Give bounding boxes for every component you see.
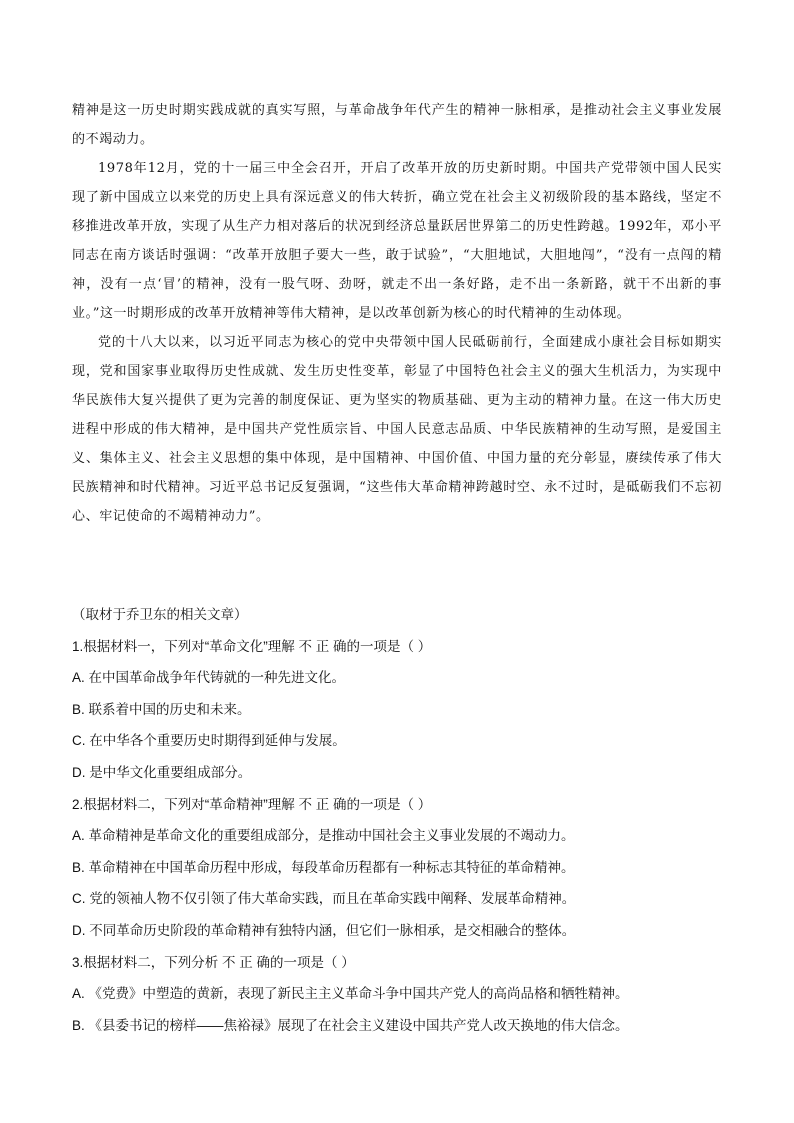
- source-note: （取材于乔卫东的相关文章）: [72, 607, 248, 622]
- answer-option[interactable]: B. 革命精神在中国革命历程中形成，每段革命历程都有一种标志其特征的革命精神。: [72, 859, 575, 875]
- answer-option[interactable]: A. 革命精神是革命文化的重要组成部分，是推动中国社会主义事业发展的不竭动力。: [72, 828, 575, 844]
- answer-option[interactable]: C. 在中华各个重要历史时期得到延伸与发展。: [72, 733, 346, 749]
- answer-option[interactable]: B. 联系着中国的历史和未来。: [72, 701, 251, 717]
- answer-option[interactable]: D. 是中华文化重要组成部分。: [72, 764, 252, 780]
- question-stem: 1.根据材料一，下列对“革命文化”理解 不 正 确的一项是（ ）: [72, 638, 432, 654]
- passage-paragraph: 党的十八大以来，以习近平同志为核心的党中央带领中国人民砥砺前行，全面建成小康社会目标如期实现，党和国家事业取得历史性成就、发生历史性变革，彰显了中国特色社会主义的强大生机活力，为实现中华民族伟大复兴提供了更为完善的制度保证、更为坚实的物质基础、更为主动的精神力量。在这一伟大历史进程中形成的伟大精神，是中国共产党性质宗旨、中国人民意志品质、中华民族精神的生动写照，是爱国主义、集体主义、社会主义思想的集中体现，是中国精神、中国价值、中国力量的充分彰显，赓续传承了伟大民族精神和时代精神。习近平总书记反复强调，“这些伟大革命精神跨越时空、永不过时，是砥砺我们不忘初心、牢记使命的不竭精神动力”。: [72, 335, 722, 524]
- answer-option[interactable]: D. 不同革命历史阶段的革命精神有独特内涵，但它们一脉相承，是交相融合的整体。: [72, 922, 576, 938]
- reading-passage: [72, 96, 722, 531]
- answer-option[interactable]: A. 《党费》中塑造的黄新，表现了新民主主义革命斗争中国共产党人的高尚品格和牺牲精神。: [72, 986, 629, 1002]
- passage-paragraph: 1978年12月，党的十一届三中全会召开，开启了改革开放的历史新时期。中国共产党带领中国人民实现了新中国成立以来党的历史上具有深远意义的伟大转折，确立党在社会主义初级阶段的基本路线，坚定不移推进改革开放，实现了从生产力相对落后的状况到经济总量跃居世界第二的历史性跨越。1992年，邓小平同志在南方谈话时强调：“改革开放胆子要大一些，敢于试验”，“大胆地试，大胆地闯”，“没有一点闯的精神，没有一点‘冒’的精神，没有一股气呀、劲呀，就走不出一条好路，走不出一条新路，就干不出新的事业。”这一时期形成的改革开放精神等伟大精神，是以改革创新为核心的时代精神的生动体现。: [72, 161, 722, 321]
- answer-option[interactable]: B. 《县委书记的榜样——焦裕禄》展现了在社会主义建设中国共产党人改天换地的伟大信念。: [72, 1017, 629, 1033]
- question-stem: 2.根据材料二，下列对“革命精神”理解 不 正 确的一项是（ ）: [72, 796, 432, 812]
- question-section: [72, 599, 732, 1041]
- answer-option[interactable]: A. 在中国革命战争年代铸就的一种先进文化。: [72, 670, 346, 686]
- answer-option[interactable]: C. 党的领袖人物不仅引领了伟大革命实践，而且在革命实践中阐释、发展革命精神。: [72, 891, 576, 907]
- question-stem: 3.根据材料二，下列分析 不 正 确的一项是（ ）: [72, 954, 355, 970]
- passage-paragraph: 精神是这一历史时期实践成就的真实写照，与革命战争年代产生的精神一脉相承，是推动社会主义事业发展的不竭动力。: [72, 103, 722, 147]
